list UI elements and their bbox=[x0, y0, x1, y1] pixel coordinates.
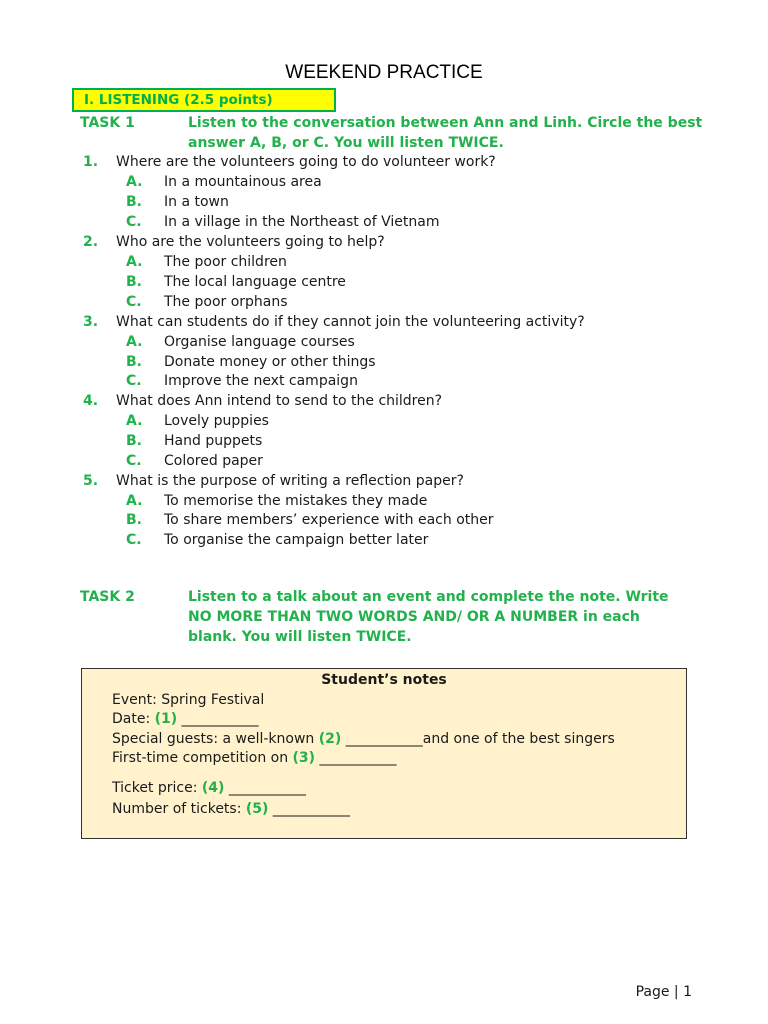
question-text: Who are the volunteers going to help? bbox=[116, 234, 385, 250]
blank-number: (3) bbox=[292, 750, 316, 766]
option-row[interactable] bbox=[0, 451, 768, 471]
option-text: To share members’ experience with each other bbox=[164, 512, 494, 528]
note-guests bbox=[112, 729, 615, 749]
answer-blank[interactable]: ___________ bbox=[268, 801, 350, 817]
option-row[interactable] bbox=[0, 352, 768, 372]
question-row bbox=[0, 471, 768, 491]
question-row bbox=[0, 391, 768, 411]
option-row[interactable] bbox=[0, 252, 768, 272]
page-number: Page | 1 bbox=[635, 984, 692, 1000]
option-text: Improve the next campaign bbox=[164, 373, 358, 389]
option-letter: A. bbox=[126, 334, 143, 350]
option-row[interactable] bbox=[0, 411, 768, 431]
question-number: 4. bbox=[83, 393, 99, 409]
question-text: What can students do if they cannot join the volunteering activity? bbox=[116, 314, 585, 330]
option-row[interactable] bbox=[0, 192, 768, 212]
option-row[interactable] bbox=[0, 292, 768, 312]
note-label: Special guests: a well-known bbox=[112, 731, 319, 747]
answer-blank[interactable]: ___________ bbox=[177, 711, 259, 727]
option-letter: A. bbox=[126, 174, 143, 190]
task2-instruction-line: Listen to a talk about an event and complete the note. Write bbox=[188, 589, 669, 605]
task1-label: TASK 1 bbox=[80, 115, 135, 131]
option-text: Organise language courses bbox=[164, 334, 355, 350]
option-letter: C. bbox=[126, 294, 142, 310]
note-date bbox=[112, 709, 259, 729]
question-number: 2. bbox=[83, 234, 99, 250]
note-price bbox=[112, 778, 306, 798]
page-title: WEEKEND PRACTICE bbox=[285, 62, 483, 83]
option-letter: B. bbox=[126, 274, 142, 290]
note-label: Number of tickets: bbox=[112, 801, 246, 817]
note-label: Ticket price: bbox=[112, 780, 202, 796]
answer-blank[interactable]: ___________ bbox=[224, 780, 306, 796]
option-letter: A. bbox=[126, 254, 143, 270]
option-text: To memorise the mistakes they made bbox=[164, 493, 428, 509]
option-row[interactable] bbox=[0, 530, 768, 550]
option-text: The local language centre bbox=[164, 274, 346, 290]
option-letter: B. bbox=[126, 512, 142, 528]
option-letter: C. bbox=[126, 214, 142, 230]
question-text: Where are the volunteers going to do volunteer work? bbox=[116, 154, 496, 170]
option-letter: C. bbox=[126, 373, 142, 389]
question-row bbox=[0, 232, 768, 252]
note-event: Event: Spring Festival bbox=[112, 692, 265, 708]
option-letter: A. bbox=[126, 413, 143, 429]
note-tickets bbox=[112, 799, 350, 819]
option-letter: C. bbox=[126, 453, 142, 469]
option-text: Colored paper bbox=[164, 453, 263, 469]
option-text: In a village in the Northeast of Vietnam bbox=[164, 214, 440, 230]
task2-instruction-line: NO MORE THAN TWO WORDS AND/ OR A NUMBER in each bbox=[188, 609, 640, 625]
option-text: The poor orphans bbox=[164, 294, 288, 310]
option-text: The poor children bbox=[164, 254, 287, 270]
student-notes-box bbox=[81, 668, 687, 839]
question-text: What does Ann intend to send to the children? bbox=[116, 393, 443, 409]
task2-label: TASK 2 bbox=[80, 589, 135, 605]
task1-instruction-line: answer A, B, or C. You will listen TWICE. bbox=[188, 135, 504, 151]
option-row[interactable] bbox=[0, 272, 768, 292]
note-label: First-time competition on bbox=[112, 750, 293, 766]
option-row[interactable] bbox=[0, 431, 768, 451]
option-text: Donate money or other things bbox=[164, 354, 376, 370]
option-row[interactable] bbox=[0, 212, 768, 232]
option-letter: A. bbox=[126, 493, 143, 509]
option-letter: C. bbox=[126, 532, 142, 548]
task2-instruction bbox=[188, 587, 708, 647]
note-label: Date: bbox=[112, 711, 155, 727]
question-row bbox=[0, 312, 768, 332]
option-row[interactable] bbox=[0, 332, 768, 352]
option-row[interactable] bbox=[0, 491, 768, 511]
note-competition bbox=[112, 748, 397, 768]
option-text: To organise the campaign better later bbox=[164, 532, 429, 548]
blank-number: (4) bbox=[201, 780, 225, 796]
task2-instruction-line: blank. You will listen TWICE. bbox=[188, 629, 412, 645]
question-number: 1. bbox=[83, 154, 99, 170]
option-text: Lovely puppies bbox=[164, 413, 269, 429]
option-text: In a town bbox=[164, 194, 229, 210]
task1-instruction bbox=[188, 113, 708, 153]
question-row bbox=[0, 152, 768, 172]
option-row[interactable] bbox=[0, 510, 768, 530]
option-text: In a mountainous area bbox=[164, 174, 322, 190]
section-heading: I. LISTENING (2.5 points) bbox=[72, 88, 336, 112]
question-text: What is the purpose of writing a reflection paper? bbox=[116, 473, 464, 489]
blank-number: (2) bbox=[318, 731, 342, 747]
question-number: 5. bbox=[83, 473, 99, 489]
option-letter: B. bbox=[126, 354, 142, 370]
option-row[interactable] bbox=[0, 371, 768, 391]
option-letter: B. bbox=[126, 433, 142, 449]
option-letter: B. bbox=[126, 194, 142, 210]
blank-number: (1) bbox=[154, 711, 178, 727]
task1-instruction-line: Listen to the conversation between Ann and Linh. Circle the best bbox=[188, 115, 703, 131]
option-text: Hand puppets bbox=[164, 433, 263, 449]
notes-title: Student’s notes bbox=[321, 672, 447, 688]
blank-number: (5) bbox=[245, 801, 269, 817]
answer-blank[interactable]: ___________ bbox=[315, 750, 397, 766]
option-row[interactable] bbox=[0, 172, 768, 192]
answer-blank[interactable]: ___________and one of the best singers bbox=[341, 731, 615, 747]
question-number: 3. bbox=[83, 314, 99, 330]
